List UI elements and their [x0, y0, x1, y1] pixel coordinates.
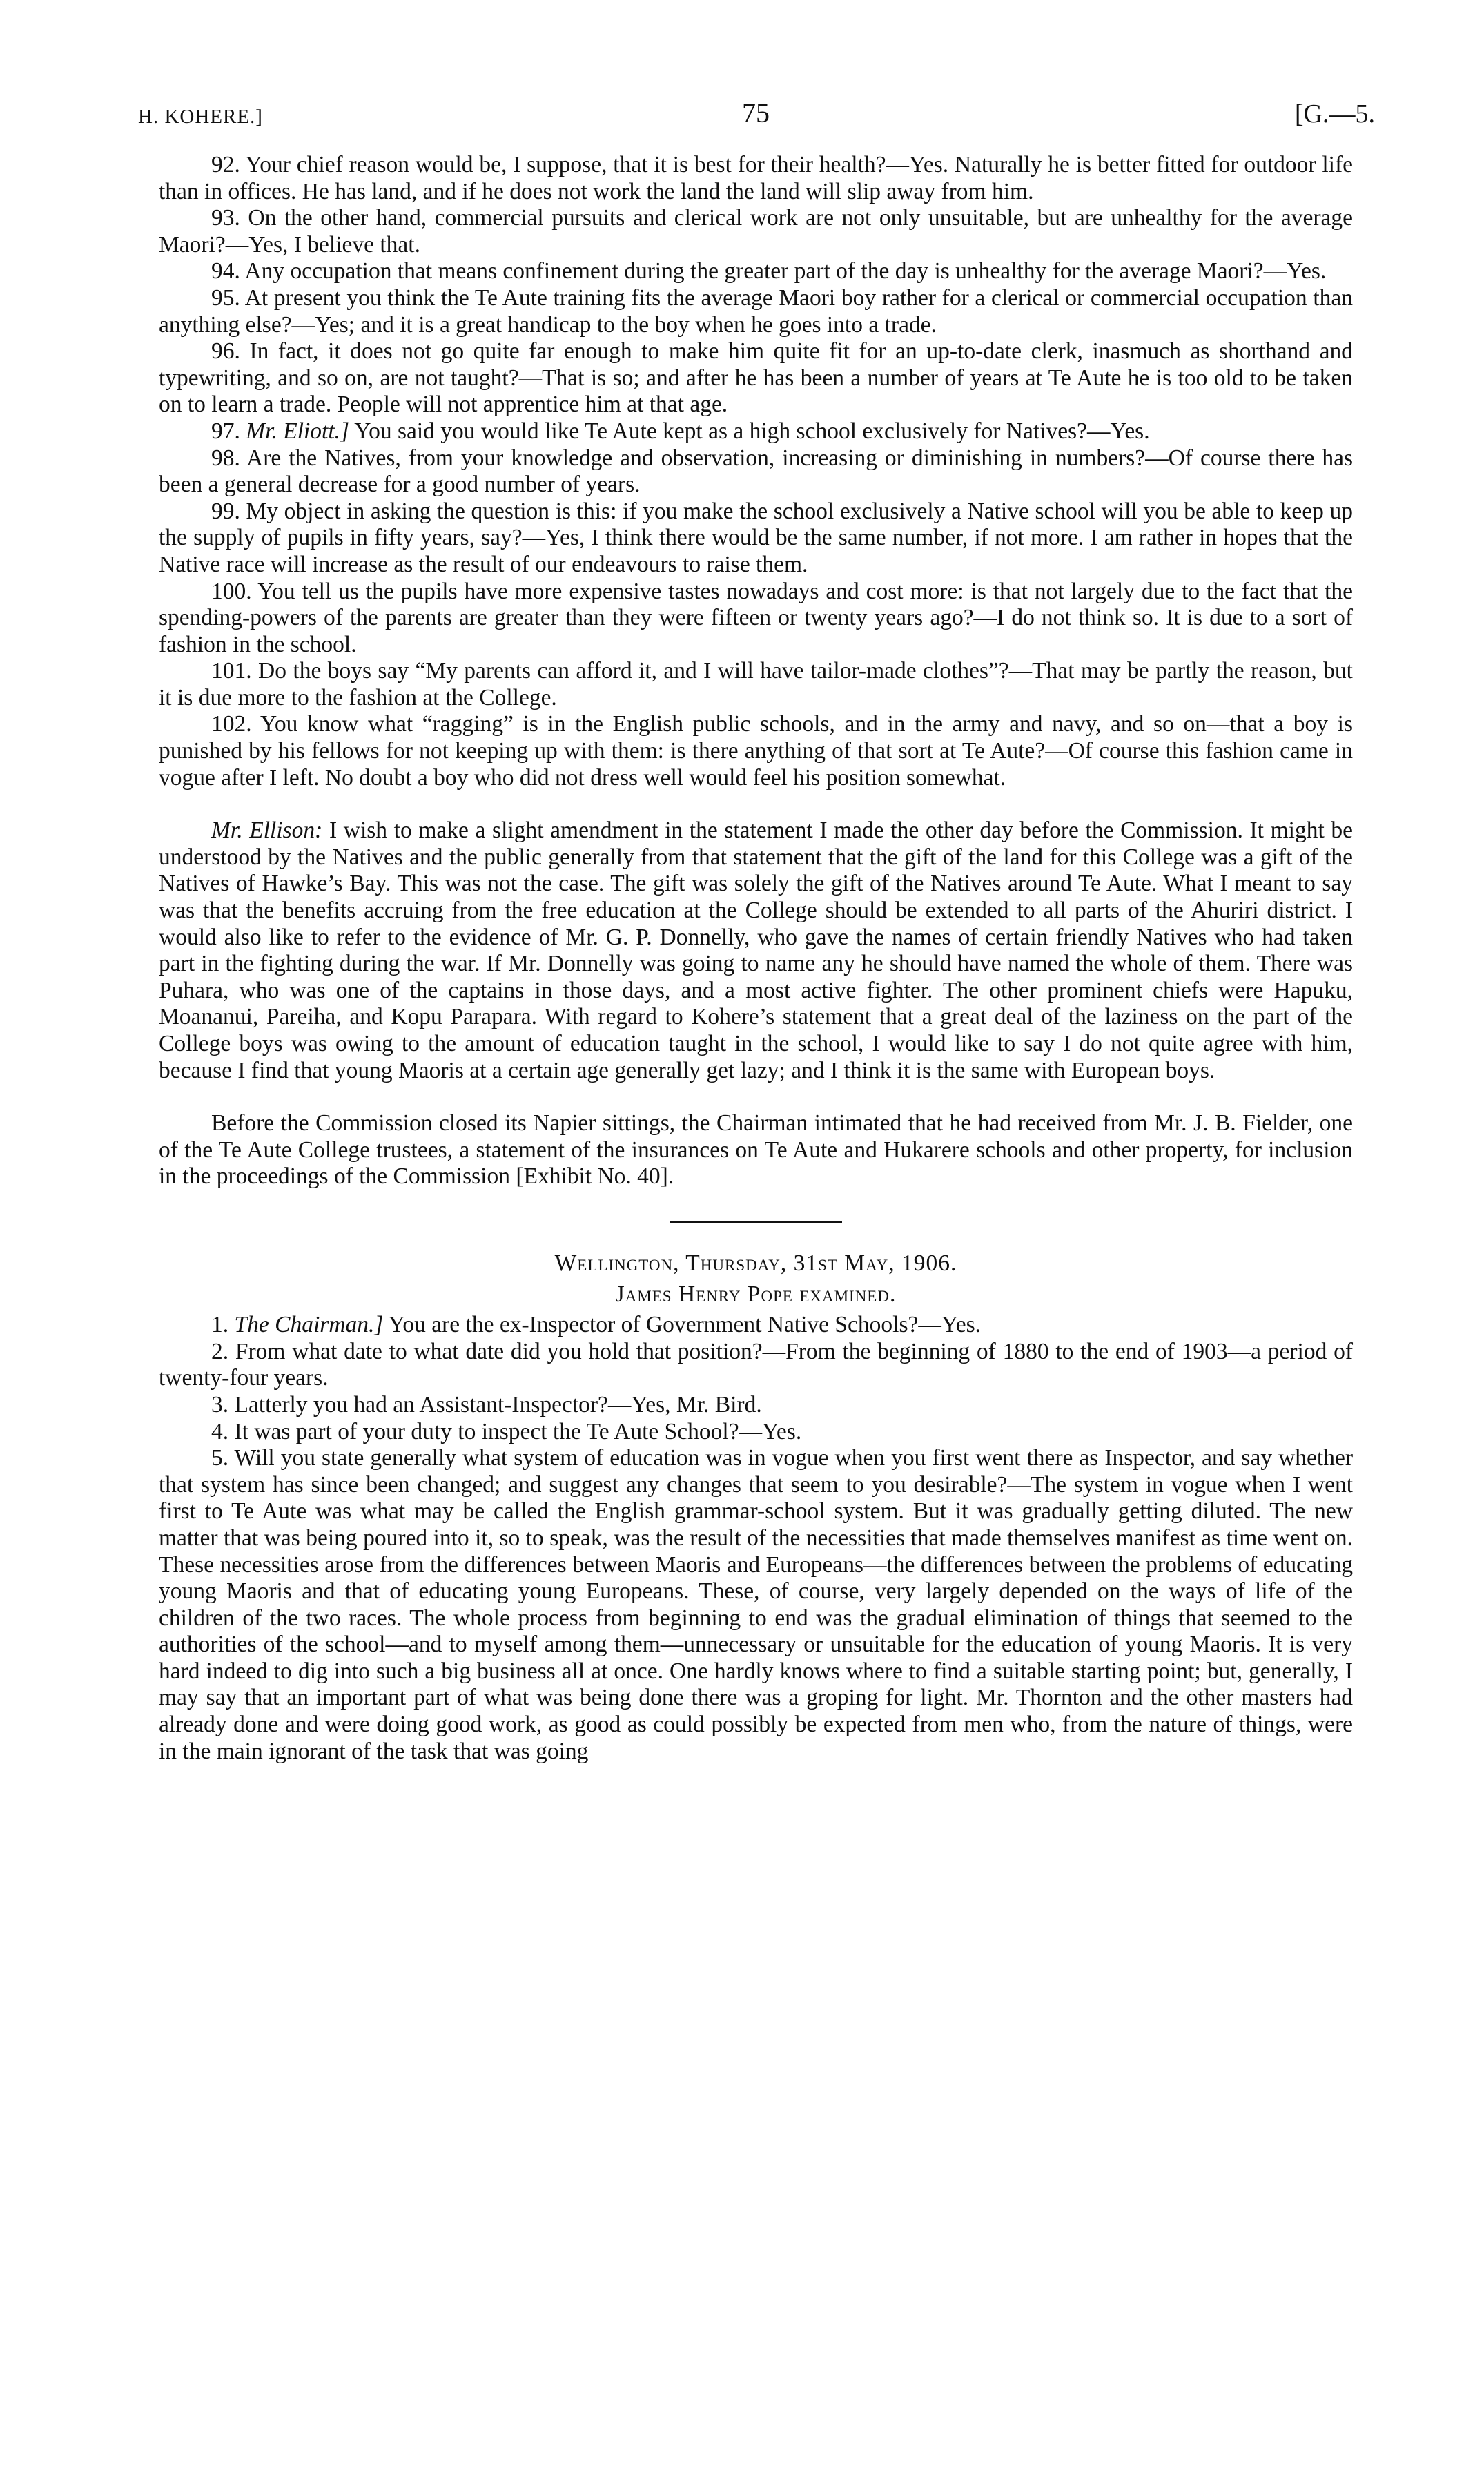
question-3: 3. Latterly you had an Assistant-Inspector?—Yes, Mr. Bird. [211, 1391, 762, 1417]
statement-text: I wish to make a slight amendment in the statement I made the other day before the Commission. It might be understood by the Natives and the public generally from that statement that the gift of the land for this College was a gift of the Natives of Hawke’s Bay. This was not the case. The gift was solely the gift of the Natives around Te Aute. What I meant to say was that the benefits accruing from the free education at the College should be extended to all parts of the Ahuriri district. I would also like to refer to the evidence of Mr. G. P. Donnelly, who gave the names of certain friendly Natives who had taken part in the fighting during the war. If Mr. Donnelly was going to name any he should have named the whole of them. There was Puhara, who was one of the captains in those days, and a most active fighter. The other prominent chiefs were Hapuku, Moananui, Pareiha, and Kopu Parapara. With regard to Kohere’s statement that a great deal of the laziness on the part of the College boys was owing to the amount of education taught in the school, I would like to say I do not quite agree with him, because I find that young Maoris at a certain age generally get lazy; and I think it is the same with European boys. [159, 817, 1354, 1083]
question-1 [159, 1312, 1353, 1339]
question-98: 98. Are the Natives, from your knowledge and observation, increasing or diminishing in numbers?—Of course there has been a general decrease for a good number of years. [159, 445, 1353, 498]
question-2: 2. From what date to what date did you hold that position?—From the beginning of 1880 to the end of 1903—a period of twenty-four years. [159, 1338, 1353, 1391]
question-100: 100. You tell us the pupils have more expensive tastes nowadays and cost more: is that not largely due to the fact that the spending-powers of the parents are greater than they were fifteen or twenty years ago?—I do not think so. It is due to a sort of fashion in the school. [159, 578, 1353, 657]
witness-heading: James Henry Pope examined. [615, 1281, 897, 1307]
session-heading: Wellington, Thursday, 31st May, 1906. [554, 1250, 957, 1276]
question-93: 93. On the other hand, commercial pursuits and clerical work are not only unsuitable, but are unhealthy for the average Maori?—Yes, I believe that. [159, 205, 1353, 258]
question-text: You said you would like Te Aute kept as a high school exclusively for Natives?—Yes. [354, 418, 1150, 444]
question-97 [159, 418, 1353, 445]
page-header [138, 97, 1375, 152]
question-95: 95. At present you think the Te Aute training fits the average Maori boy rather for a clerical or commercial occupation than anything else?—Yes; and it is a great handicap to the boy when he goes into a trade. [159, 284, 1353, 338]
question-94: 94. Any occupation that means confinement during the greater part of the day is unhealthy for the average Maori?—Yes. [211, 258, 1327, 284]
question-5: 5. Will you state generally what system of education was in vogue when you first went there as Inspector, and say whether that system has since been changed; and suggest any changes that seem to you desirable?—The system in vogue when I went first to Te Aute was what may be called the English grammar-school system. But it was gradually getting diluted. The new matter that was being poured into it, so to speak, was the result of the necessities that made themselves manifest as time went on. These necessities arose from the differences between Maoris and Europeans—the differences between the problems of educating young Maoris and that of educating young Europeans. These, of course, very largely depended on the ways of life of the children of the two races. The whole process from beginning to end was the gradual elimination of things that seemed to the authorities of the school—and to myself among them—unnecessary or unsuitable for the education of young Maoris. It is very hard indeed to dig into such a big business all at once. One hardly knows where to find a suitable starting point; but, generally, I may say that an important part of what was being done there was a groping for light. Mr. Thornton and the other masters had already done and were doing good work, as good as could possibly be expected from men who, from the nature of things, were in the main ignorant of the task that was going [159, 1445, 1353, 1764]
question-101: 101. Do the boys say “My parents can afford it, and I will have tailor-made clothes”?—That may be partly the reason, but it is due more to the fashion at the College. [159, 658, 1353, 710]
header-series: [G.—5. [1294, 99, 1375, 128]
header-witness: H. KOHERE.] [138, 106, 263, 128]
question-number: 1. [211, 1312, 229, 1338]
speaker-name: The Chairman.] [234, 1312, 384, 1338]
document-page [138, 97, 1375, 1765]
question-96: 96. In fact, it does not go quite far enough to make him quite fit for an up-to-date clerk, inasmuch as shorthand and typewriting, and so on, are not taught?—That is so; and after he has been a number of years at Te Aute he is too old to be taken on to learn a trade. People will not apprentice him at that age. [159, 338, 1353, 418]
question-text: You are the ex-Inspector of Government Native Schools?—Yes. [388, 1312, 981, 1338]
closing-paragraph: Before the Commission closed its Napier sittings, the Chairman intimated that he had received from Mr. J. B. Fielder, one of the Te Aute College trustees, a statement of the insurances on Te Aute and Hukarere schools and other property, for inclusion in the proceedings of the Commission [Exhibit No. 40]. [159, 1110, 1353, 1190]
speaker-name: Mr. Ellison: [211, 817, 323, 844]
ellison-statement [159, 817, 1353, 1084]
page-number: 75 [742, 97, 770, 128]
question-number: 97. [211, 418, 240, 444]
question-4: 4. It was part of your duty to inspect the Te Aute School?—Yes. [211, 1418, 802, 1444]
section-divider [670, 1221, 842, 1223]
speaker-name: Mr. Eliott.] [246, 418, 350, 444]
question-99: 99. My object in asking the question is this: if you make the school exclusively a Native school will you be able to keep up the supply of pupils in fifty years, say?—Yes, I think there would be the same number, if not more. I am rather in hopes that the Native race will increase as the result of our endeavours to raise them. [159, 498, 1353, 577]
question-92: 92. Your chief reason would be, I suppose, that it is best for their health?—Yes. Naturally he is better fitted for outdoor life than in offices. He has land, and if he does not work the land the land will slip away from him. [159, 152, 1353, 204]
question-102: 102. You know what “ragging” is in the English public schools, and in the army and navy, and so on—that a boy is punished by his fellows for not keeping up with them: is there anything of that sort at Te Aute?—Of course this fashion came in vogue after I left. No doubt a boy who did not dress well would feel his position somewhat. [159, 711, 1353, 791]
